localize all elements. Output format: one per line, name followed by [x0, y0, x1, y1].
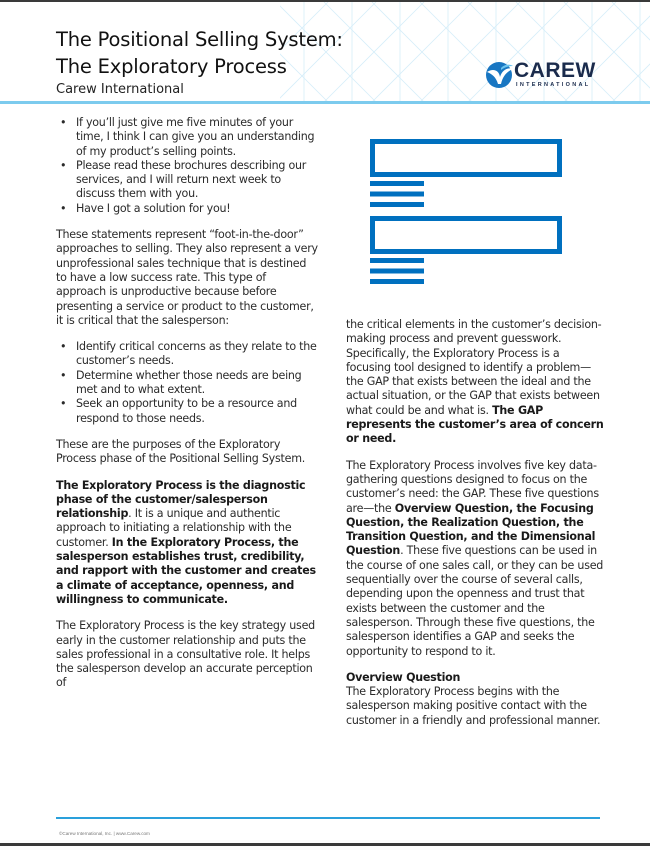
layout-line [370, 181, 424, 186]
carew-logo [484, 58, 604, 94]
bold-text: The GAP represents the customer’s area of concern or need. [346, 403, 604, 446]
layout-box-1 [373, 142, 560, 175]
body-text: The Exploratory Process involves five key data-gathering questions designed to focus on the customer’s need: the GAP. These five questions are—the [346, 458, 599, 515]
title-line-2: The Exploratory Process [56, 55, 287, 78]
carew-globe-icon [484, 60, 514, 90]
layout-line [370, 269, 424, 274]
paragraph-five-questions [346, 459, 606, 659]
header-divider [0, 101, 650, 104]
paragraph-key-strategy: The Exploratory Process is the key strategy used early in the customer relationship and puts the sales professional in a consultative role. It helps the salesperson develop an accurate perception of [56, 619, 315, 690]
bold-text: The Exploratory Process is the diagnostic phase of the customer/salesperson relationship [56, 478, 306, 521]
needs-bullet: • Seek an opportunity to be a resource and respond to those needs. [56, 397, 318, 426]
needs-bullet-list [56, 340, 318, 426]
paragraph-foot-in-door: These statements represent “foot-in-the-door” approaches to selling. They also represent a very unprofessional sales technique that is destined to have a low success rate. This type of approach is unproductive because before presenting a service or product to the customer, it is critical that the salesperson: [56, 228, 318, 327]
logo-tagline: INTERNATIONAL [516, 82, 591, 88]
page-subtitle: Carew International [56, 82, 184, 97]
logo-wordmark: CAREW [514, 59, 596, 82]
layout-line [370, 202, 424, 207]
page-title [56, 26, 343, 80]
body-text: the critical elements in the customer’s decision-making process and prevent guesswork. Specifically, the Exploratory Process is a focusing tool designed to identify a problem—the GAP that exists between the ideal and the actual situation, or the GAP that exists between what could be and what is. [346, 318, 602, 417]
left-column [56, 116, 318, 691]
quote-bullet: • Please read these brochures describing our services, and I will return next week to discuss them with you. [56, 159, 318, 202]
paragraph-gap [346, 318, 606, 447]
layout-line [370, 192, 424, 197]
title-line-1: The Positional Selling System: [56, 28, 343, 51]
bold-text: In the Exploratory Process, the salesperson establishes trust, credibility, and rapport with the customer and creates a climate of acceptance, openness, and willingness to communicate. [56, 535, 316, 606]
footer-copyright: ©Carew International, Inc. | www.Carew.com [59, 831, 150, 836]
body-text: . These five questions can be used in the course of one sales call, or they can be used sequentially over the course of several calls, depending upon the openness and trust that exists between the customer and the salesperson. Through these five questions, the salesperson identifies a GAP and seeks the opportunity to respond to it. [346, 544, 604, 658]
paragraph-purposes: These are the purposes of the Exploratory Process phase of the Positional Selling System. [56, 437, 306, 466]
quote-bullet: • Have I got a solution for you! [56, 202, 318, 216]
paragraph-overview: The Exploratory Process begins with the salesperson making positive contact with the customer in a friendly and professional manner. [346, 685, 601, 727]
layout-line [370, 258, 424, 263]
page-header [0, 2, 650, 102]
section-heading-overview-question: Overview Question [346, 670, 461, 684]
document-layout-icon [368, 136, 568, 288]
body-text: . It is a unique and authentic approach to initiating a relationship with the customer. [56, 507, 292, 549]
right-column [346, 318, 606, 728]
footer-divider [56, 817, 600, 819]
needs-bullet: • Identify critical concerns as they relate to the customer’s needs. [56, 340, 318, 369]
layout-box-2 [373, 219, 560, 252]
layout-line [370, 279, 424, 284]
bold-text: Overview Question, the Focusing Question, the Realization Question, the Transition Question, and the Dimensional Question [346, 501, 596, 558]
needs-bullet: • Determine whether those needs are being met and to what extent. [56, 369, 318, 398]
paragraph-diagnostic-phase [56, 479, 318, 608]
quote-bullet-list [56, 116, 318, 216]
quote-bullet: • If you’ll just give me five minutes of your time, I think I can give you an understanding of my product’s selling points. [56, 116, 318, 159]
